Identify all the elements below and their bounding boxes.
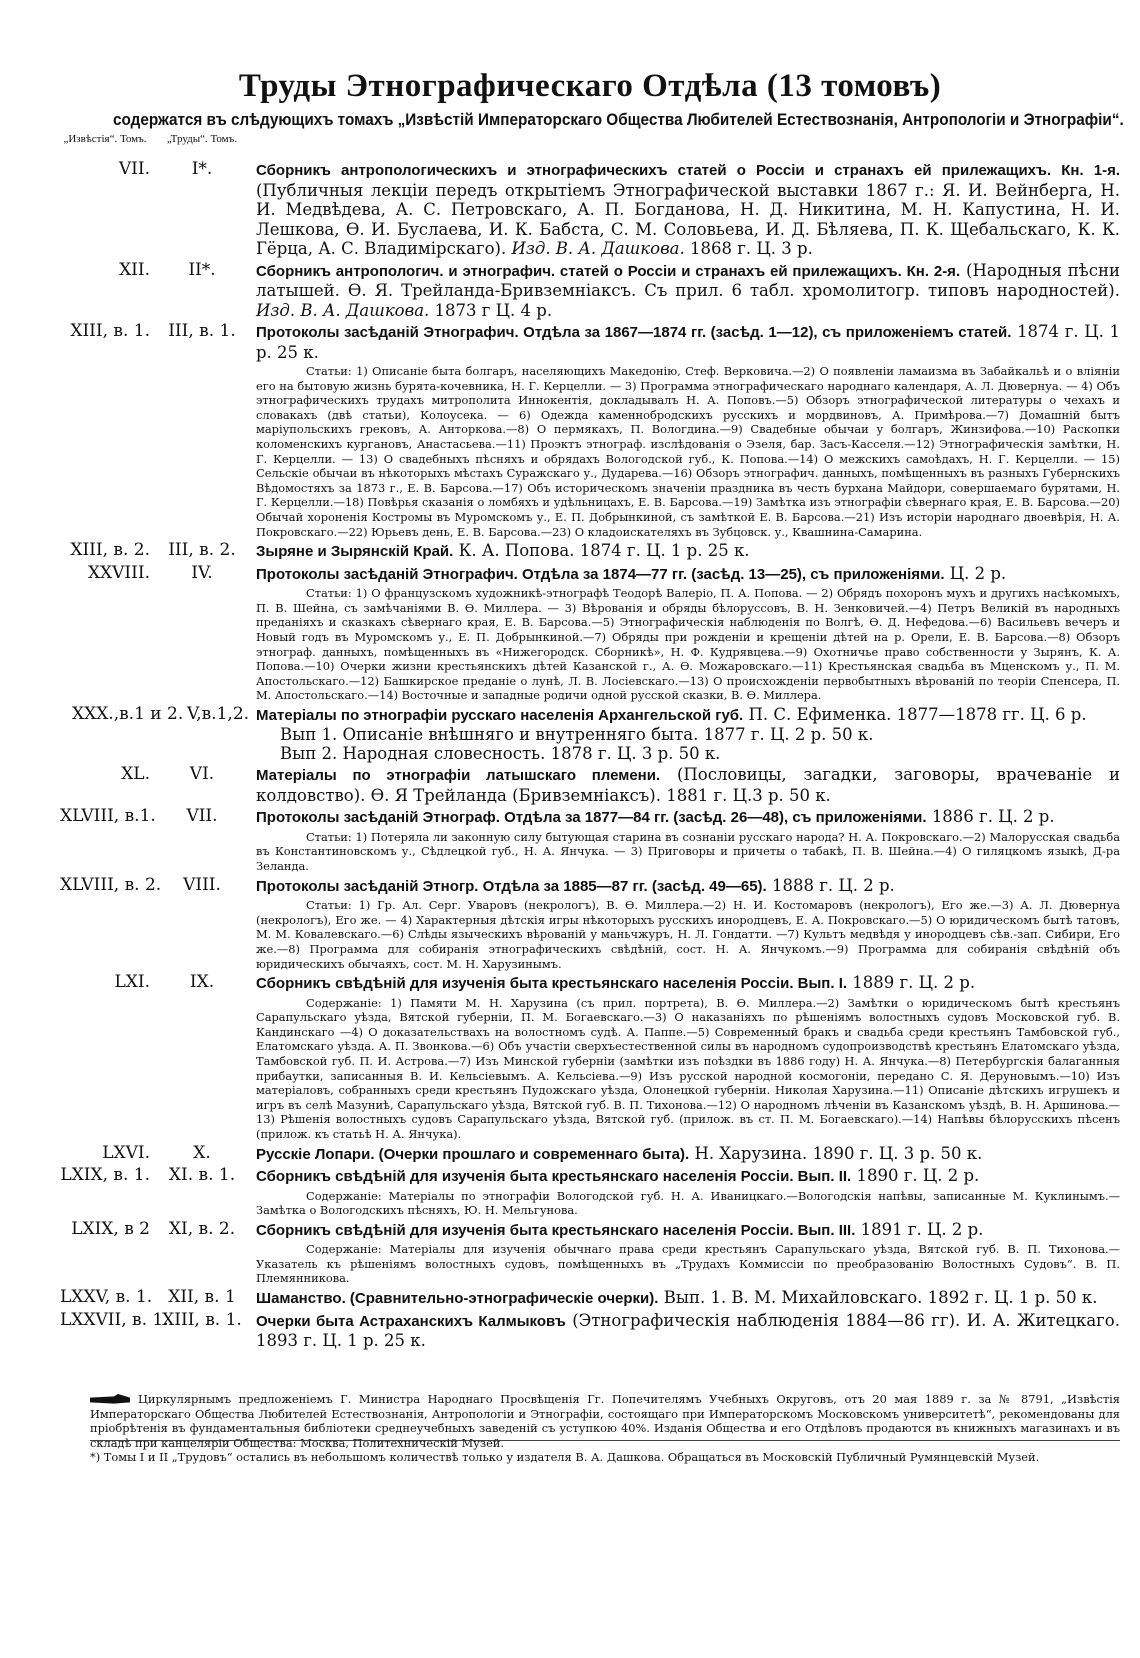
contents-list: Статьи: 1) О французскомъ художникѣ-этнографѣ Теодорѣ Валеріо, П. А. Попова. — 2) Обрядъ похоронъ мухъ и другихъ насѣкомыхъ, П. В. Шейна, съ замѣчаніями В. Ѳ. Миллера. — 3) Вѣрованія и обряды бѣлоруссовъ, В. Н. Зенковичей.—4) Петръ Великій въ народныхъ преданіяхъ и сказкахъ сѣвернаго края, Е. В. Барсова.—5) Этнографическія наблюденія по Волгѣ, Ѳ. Д. Нефедова.—6) Васильевъ вечеръ и Новый годъ въ Муромскомъ у., Е. П. Добрынкиной.—7) Обряды при рожденіи и крещеніи дѣтей на р. Орели, Е. В. Барсова.—8) Обзоръ этнограф. данныхъ, помѣщенныхъ въ «Нижегородск. Сборникѣ», Н. Ф. Кудрявцева.—9) Охотничье право собственности у Зырянъ, К. А. Попова.—10) Очерки жизни крестьянскихъ дѣтей Казанской г., А. Ѳ. Можаровскаго.—11) Крестьянская свадьба въ Мценскомъ у., П. М. Апостольскаго.—12) Башкирское преданіе о лунѣ, Л. В. Лосіевскаго.—13) О происхожденіи первобытныхъ вѣрованій по теоріи Спенсера, П. М. Апостольскаго.—14) Восточные и западные родичи одной русской сказки, В. Ѳ. Миллера. (256, 586, 1120, 703)
izvestiya-volume: LXI. (114, 972, 150, 993)
circular-text: Циркулярнымъ предложеніемъ Г. Министра Народнаго Просвѣщенія Гг. Попечителямъ Учебныхъ Округовъ, отъ 20 мая 1889 г. за № 8791, „Извѣстія Императорскаго Общества Любителей Естествознанія, Антропологіи и Этнографіи, состоящаго при Императорскомъ Московскомъ университетѣ“, рекомендованы для пріобрѣтенія въ фундаментальныя библіотеки среднеучебныхъ заведеній съ уступкою 40%. Изданія Общества и его Отдѣловъ продаются въ книжныхъ магазинахъ и въ складѣ при канцеляріи Общества: Москва, Политехническій Музей. (90, 1392, 1120, 1450)
volume-entry (60, 973, 1120, 1141)
volume-description (256, 1288, 1120, 1309)
izvestiya-volume: LXIX, в 2 (71, 1218, 150, 1239)
trudy-volume: XI. в. 1. (168, 1165, 236, 1186)
trudy-volume: IX. (189, 972, 215, 993)
document-page (60, 0, 1124, 1658)
volume-description (256, 1144, 1120, 1165)
volume-title: Протоколы засѣданій Этнографич. Отдѣла за 1874—77 гг. (засѣд. 13—25), съ приложеніями. (256, 565, 945, 583)
volume-title: Матеріалы по этнографіи латышскаго племени. (256, 767, 661, 785)
trudy-volume: VIII. (183, 874, 221, 895)
trudy-volume: I*. (191, 159, 213, 179)
trudy-volume: X. (193, 1142, 211, 1163)
volume-entry (60, 807, 1120, 873)
volume-title: Шаманство. (Сравнительно-этнографическіе очерки). (256, 1290, 659, 1308)
contents-block (256, 586, 1120, 703)
izvestiya-volume: XLVIII, в. 2. (60, 874, 162, 895)
contents-block (256, 364, 1120, 539)
trudy-volume: III, в. 1. (168, 321, 236, 341)
volume-entry (60, 1220, 1120, 1286)
volume-title: Зыряне и Зырянскій Край. (256, 543, 454, 561)
izvestiya-volume: LXXVII, в. 1. (60, 1309, 169, 1330)
volume-entry (60, 160, 1120, 259)
volume-entry (60, 876, 1120, 971)
footnote: *) Томы I и II „Трудовъ“ остались въ небольшомъ количествѣ только у издателя В. А. Дашкова. Обращаться въ Московскій Публичный Румянцевскій Музей. (90, 1450, 1040, 1464)
issue-line: Вып 2. Народная словесность. 1878 г. Ц. 3 р. 50 к. (280, 744, 721, 764)
izvestiya-volume: XXX.,в.1 и 2. (72, 703, 184, 724)
trudy-volume: II*. (188, 259, 216, 280)
contents-block (256, 1242, 1120, 1286)
publisher: Изд. В. А. Дашкова. (256, 300, 430, 320)
trudy-volume: V,в.1,2. (186, 703, 250, 724)
volume-title: Сборникъ свѣдѣній для изученія быта крестьянскаго населенія Россіи. Вып. III. (256, 1221, 856, 1239)
volume-description (256, 1311, 1120, 1351)
izvestiya-volume: XII. (119, 259, 150, 280)
volume-description (256, 261, 1120, 321)
izvestiya-volume: XLVIII, в.1. (60, 806, 156, 827)
contents-list: Статьи: 1) Гр. Ал. Серг. Уваровъ (некрологъ), В. Ѳ. Миллера.—2) Н. И. Костомаровъ (некрологъ), Его же.—3) А. Л. Дювернуа (некрологъ), Его же. — 4) Характерныя дѣтскія игры нѣкоторыхъ русскихъ инородцевъ, Е. А. Покровскаго.—5) О юридическомъ бытѣ татовъ, М. М. Ковалевскаго.—6) Слѣды языческихъ вѣрованій у маньчжуръ, Н. Л. Гондатти. —7) Культъ медвѣдя у инородцевъ сѣв.-зап. Сибири, Его же.—8) Программа для собиранія этнографическихъ свѣдѣній, сост. Н. А. Янчукомъ.—9) Программа для собиранія свѣдѣній объ юридическихъ обычаяхъ, сост. М. Н. Харузинымъ. (256, 898, 1120, 971)
issue-line: Вып 1. Описаніе внѣшняго и внутренняго быта. 1877 г. Ц. 2 р. 50 к. (280, 725, 874, 745)
trudy-volume: III, в. 2. (168, 540, 236, 561)
volume-title: Сборникъ свѣдѣній для изученія быта крестьянскаго населенія Россіи. Вып. II. (256, 1168, 852, 1186)
volume-entry (60, 564, 1120, 703)
volume-details: 1891 г. Ц. 2 р. (860, 1219, 984, 1239)
volume-title: Очерки быта Астраханскихъ Калмыковъ (256, 1312, 566, 1330)
volume-title: Сборникъ свѣдѣній для изученія быта крестьянскаго населенія Россіи. Вып. I. (256, 975, 848, 993)
volume-entry (60, 1144, 1120, 1165)
publisher: Изд. В. А. Дашкова. (511, 239, 685, 258)
volume-entry (60, 261, 1120, 321)
trudy-volume: IV. (191, 562, 213, 583)
price-year: 1874 г. Ц. 1 р. 25 к. (256, 322, 1120, 362)
volume-title: Сборникъ антропологич. и этнографич. статей о Россіи и странахъ ей прилежащихъ. Кн. 2-я. (256, 262, 961, 280)
trudy-volume: VII. (186, 806, 218, 827)
izvestiya-volume: LXIX, в. 1. (60, 1165, 150, 1186)
volume-description (256, 160, 1120, 259)
volume-title: Протоколы засѣданій Этнограф. Отдѣла за 1877—84 гг. (засѣд. 26—48), съ приложеніями. (256, 809, 927, 827)
price-year: 1868 г. Ц. 3 р. (690, 239, 813, 258)
volume-description (256, 876, 1120, 897)
volume-title: Сборникъ антропологическихъ и этнографическихъ статей о Россіи и странахъ ей прилежащихъ. Кн. 1-я. (256, 162, 1120, 179)
volume-details: (Народныя пѣсни латышей. Ѳ. Я. Трейланда-Бривземніаксъ. Съ прил. 6 табл. хромолитогр. типовъ народностей). (256, 260, 1120, 300)
contents-block (256, 1189, 1120, 1218)
volume-details: Ц. 2 р. (949, 563, 1007, 583)
volume-details: (Этнографическія наблюденія 1884—86 гг). И. А. Житецкаго. 1893 г. Ц. 1 р. 25 к. (256, 1310, 1120, 1351)
volume-details: 1888 г. Ц. 2 р. (771, 875, 895, 895)
volume-entry (60, 1288, 1120, 1309)
volume-details: 1890 г. Ц. 2 р. (856, 1166, 980, 1186)
contents-list: Содержаніе: 1) Памяти М. Н. Харузина (съ прил. портрета), В. Ѳ. Миллера.—2) Замѣтки о юридическомъ бытѣ крестьянъ Сарапульскаго уѣзда, Вятской губерніи, П. М. Богаевскаго.—3) О наказаніяхъ по рѣшеніямъ волостныхъ судовъ Московской губ. В. Кандинскаго —4) О доказательствахъ на волостномъ судѣ. А. Паппе.—5) Современный бракъ и свадьба среди крестьянъ Тамбовской губ., Елатомскаго уѣзда. А. П. Звонкова.—6) Объ участіи сверхъестественной силы въ народномъ судопроизводствѣ крестьянъ Елатомскаго уѣзда, Тамбовской губ. П. И. Астрова.—7) Изъ Минской губерніи (замѣтки изъ поѣздки въ 1886 году) Н. А. Янчука.—8) Петербургскія балаганныя прибаутки, записанныя В. И. Кельсіевымъ. А. Кельсіева.—9) Изъ русской народной космогоніи, передано С. Я. Деруновымъ.—10) Изъ матеріаловъ, собранныхъ среди крестьянъ Пудожскаго уѣзда, Олонецкой губерніи. Николая Харузина.—11) Описаніе дѣтскихъ игрушекъ и игръ въ селѣ Мазуниѣ, Сарапульскаго уѣзда, Вятской губ. В. П. Тихонова.—12) О народномъ лѣченіи въ Казанскомъ уѣздѣ, В. Н. Аршинова.—13) Рѣшенія волостныхъ судовъ Сарапульскаго уѣзда, Вятской губ. (прилож. въ ст. П. М. Богаевскаго).—14) Напѣвы бѣлорусскихъ пѣсенъ (прилож. къ статьѣ Н. А. Янчука). (256, 995, 1120, 1141)
volume-description (256, 705, 1120, 726)
volume-title: Протоколы засѣданій Этнографич. Отдѣла за 1867—1874 гг. (засѣд. 1—12), съ приложеніемъ статей. (256, 324, 1012, 341)
volume-details: П. С. Ефименка. 1877—1878 гг. Ц. 6 р. (748, 704, 1087, 724)
volume-details: К. А. Попова. 1874 г. Ц. 1 р. 25 к. (458, 541, 750, 561)
trudy-volume: XIII, в. 1. (162, 1309, 242, 1330)
contents-list: Содержаніе: Матеріалы для изученія обычнаго права среди крестьянъ Сарапульскаго уѣзда, Вятской губ. В. П. Тихонова.—Указатель къ рѣшеніямъ волостныхъ судовъ, помѣщенныхъ въ „Трудахъ Коммиссіи по преобразованію Волостныхъ Судовъ“. В. П. Племянникова. (256, 1242, 1120, 1286)
volume-entry (60, 1166, 1120, 1218)
volume-list (60, 160, 1120, 1353)
volume-description (256, 541, 1120, 562)
volume-description (256, 807, 1120, 828)
volume-description (256, 322, 1120, 362)
contents-block (256, 996, 1120, 1142)
izvestiya-volume: XIII, в. 1. (70, 321, 150, 341)
volume-entry (60, 765, 1120, 805)
volume-description (256, 564, 1120, 585)
volume-description (256, 1220, 1120, 1241)
trudy-volume: XII, в. 1 (168, 1287, 236, 1308)
izvestiya-volume: XXVIII. (87, 562, 150, 583)
izvestiya-volume: XIII, в. 2. (70, 540, 150, 561)
volume-description (256, 1166, 1120, 1187)
volume-title: Матеріалы по этнографіи русскаго населенія Архангельской губ. (256, 706, 744, 724)
trudy-volume: XI, в. 2. (168, 1218, 236, 1239)
contents-list: Содержаніе: Матеріалы по этнографіи Вологодской губ. Н. А. Иваницкаго.—Вологодскія напѣвы, записанные М. Куклинымъ.—Замѣтка о Вологодскихъ пѣсняхъ, Ю. Н. Мельгунова. (256, 1188, 1120, 1218)
contents-block (256, 898, 1120, 971)
izvestiya-volume: XL. (121, 764, 150, 785)
izvestiya-volume: LXXV, в. 1. (60, 1287, 153, 1308)
volume-details: Вып. 1. В. М. Михайловскаго. 1892 г. Ц. 1 р. 50 к. (663, 1288, 1098, 1308)
volume-details: 1886 г. Ц. 2 р. (931, 807, 1055, 827)
volume-details: Н. Харузина. 1890 г. Ц. 3 р. 50 к. (694, 1143, 983, 1163)
volume-description (256, 765, 1120, 805)
page-subtitle: содержатся въ слѣдующихъ томахъ „Извѣстій Императорскаго Общества Любителей Естествознанія, Антропологіи и Этнографіи“. (113, 110, 1124, 129)
divider (90, 1440, 1120, 1441)
volume-entry (60, 541, 1120, 562)
volume-entry (60, 705, 1120, 764)
volume-details: (Публичныя лекціи передъ открытіемъ Этнографической выставки 1867 г.: Я. И. Вейнберга, Н. И. Медвѣдева, А. С. Петровскаго, А. П. Богданова, Н. Д. Никитина, М. Н. Капустина, Н. И. Лешкова, Ѳ. И. Буслаева, И. К. Бабста, С. М. Соловьева, И. Д. Бѣляева, П. К. Щебальскаго, К. К. Гёрца, А. С. Владимірскаго). (256, 180, 1120, 258)
volume-details: (Пословицы, загадки, заговоры, врачеваніе и колдовство). Ѳ. Я Трейланда (Бривземніаксъ). 1881 г. Ц.3 р. 50 к. (256, 765, 1121, 805)
volume-description (256, 973, 1120, 994)
contents-list: Статьи: 1) Потеряла ли законную силу бытующая старина въ сознаніи русскаго народа? Н. А. Покровскаго.—2) Малорусская свадьба въ Константиновскомъ у., Сѣдлецкой губ., Н. А. Янчука. — 3) Приговоры и причеты о табакѣ, П. В. Шейна.—4) О гиляцкомъ языкѣ, Д-ра Зеланда. (256, 829, 1120, 874)
page-title: Труды Этнографическаго Отдѣла (13 томовъ) (238, 68, 942, 104)
circular-notice (90, 1392, 1120, 1450)
volume-title: Русскіе Лопари. (Очерки прошлаго и современнаго быта). (256, 1145, 690, 1163)
volume-entry (60, 322, 1120, 539)
pointing-hand-icon (90, 1394, 130, 1406)
contents-list: Статьи: 1) Описаніе быта болгаръ, населяющихъ Македонію, Стеф. Верковича.—2) О появленіи ламаизма въ Забайкальѣ и о вліяніи его на бытовую жизнь бурята-кочевника, Н. Г. Керцелли. — 3) Программа этнографическаго народнаго календаря, А. Л. Дювернуа. — 4) Объ этнографическихъ трудахъ митрополита Иннокентія, докладывалъ Н. А. Поповъ.—5) Обзоръ этнографической литературы о чехахъ и словакахъ (двѣ статьи), Колоусека. — 6) Одежда каменнобродскихъ русскихъ и мордвиновъ, А. Примѣрова.—7) Домашній бытъ маріупольскихъ грековъ, А. Анторкова.—8) О пермякахъ, П. Вологдина.—9) Свадебные обычаи у болгаръ, Жинзифова.—10) Раскопки коломенскихъ кургановъ, Анастасьева.—11) Проэктъ этнограф. изслѣдованія о Эзеля, бар. Засъ-Касселя.—12) Этнографическія замѣтки, Н. Г. Керцелли. — 13) О свадебныхъ пѣсняхъ и обрядахъ Вологодской губ., К. Попова.—14) О межскихъ самоѣдахъ, Н. Г. Керцелли. — 15) Сельскіе обычаи въ нѣкоторыхъ мѣстахъ Суражскаго у., Дударева.—16) Обзоръ этнографич. данныхъ, помѣщенныхъ въ разныхъ Губернскихъ Вѣдомостяхъ за 1873 г., Е. В. Барсова.—17) Объ историческомъ значеніи праздника въ честь бурхана Майдори, совершаемаго бурятами, Н. Г. Керцелли.—18) Повѣрья сказанія о ломбяхъ и удѣльницахъ, Е. В. Барсова.—19) Замѣтка изъ этнографіи сѣвернаго края, Е. В. Барсова.—20) Обычай хороненія Костромы въ Муромскомъ у., Е. П. Добрынкиной, съ замѣткой Е. В. Барсова.—21) Изъ исторіи народнаго двоевѣрія, Н. А. Покровскаго.—22) Юрьевъ день, Е. В. Барсова.—23) О кладоискателяхъ въ Зубцовск. у., Квашнина-Самарина. (256, 364, 1120, 539)
volume-title: Протоколы засѣданій Этногр. Отдѣла за 1885—87 гг. (засѣд. 49—65). (256, 877, 767, 895)
volume-entry (60, 1311, 1120, 1351)
column-header-izvestiya: „Извѣстія“. Томъ. (63, 133, 147, 145)
volume-details: 1889 г. Ц. 2 р. (852, 973, 976, 993)
izvestiya-volume: LXVI. (102, 1142, 150, 1163)
contents-block (256, 830, 1120, 874)
trudy-volume: VI. (189, 764, 215, 785)
column-header-trudy: „Труды“. Томъ. (166, 133, 238, 145)
izvestiya-volume: VII. (118, 159, 150, 179)
price-year: 1873 г Ц. 4 р. (434, 300, 553, 320)
